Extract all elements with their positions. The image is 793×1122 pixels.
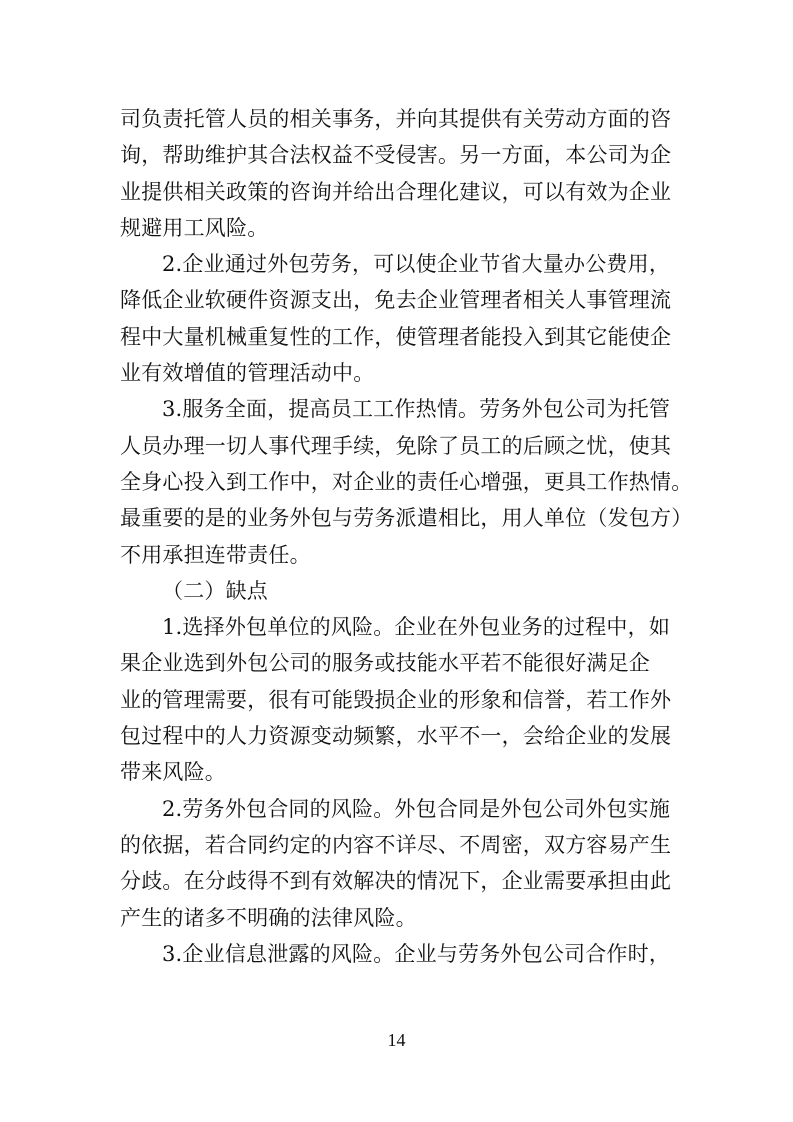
text-line: 2.劳务外包合同的风险。外包合同是外包公司外包实施 bbox=[162, 796, 671, 821]
text-line: 不用承担连带责任。 bbox=[120, 542, 311, 567]
text-line: 果企业选到外包公司的服务或技能水平若不能很好满足企 bbox=[120, 651, 650, 676]
text-line: 业提供相关政策的咨询并给出合理化建议，可以有效为企业 bbox=[120, 179, 672, 204]
text-line: 最重要的是的业务外包与劳务派遣相比，用人单位（发包方） bbox=[120, 506, 693, 531]
text-line: 带来风险。 bbox=[120, 760, 226, 785]
text-line: 3.服务全面，提高员工工作热情。劳务外包公司为托管 bbox=[162, 397, 671, 422]
text-line: 1.选择外包单位的风险。企业在外包业务的过程中，如 bbox=[162, 615, 671, 640]
body-text bbox=[120, 101, 693, 972]
text-line: 业的管理需要，很有可能毁损企业的形象和信誉，若工作外 bbox=[120, 687, 672, 712]
text-line: 分歧。在分歧得不到有效解决的情况下，企业需要承担由此 bbox=[120, 869, 672, 894]
text-line: 业有效增值的管理活动中。 bbox=[120, 361, 375, 386]
text-line: 全身心投入到工作中，对企业的责任心增强，更具工作热情。 bbox=[120, 469, 693, 494]
text-line: 程中大量机械重复性的工作，使管理者能投入到其它能使企 bbox=[120, 324, 672, 349]
text-line: 3.企业信息泄露的风险。企业与劳务外包公司合作时， bbox=[162, 941, 671, 966]
text-line: 2.企业通过外包劳务，可以使企业节省大量办公费用， bbox=[162, 252, 671, 277]
text-line: 的依据，若合同约定的内容不详尽、不周密，双方容易产生 bbox=[120, 832, 672, 857]
page-number: 14 bbox=[387, 1030, 406, 1050]
text-line: 降低企业软硬件资源支出，免去企业管理者相关人事管理流 bbox=[120, 288, 672, 313]
text-line: 产生的诸多不明确的法律风险。 bbox=[120, 905, 417, 930]
text-line: 规避用工风险。 bbox=[120, 215, 269, 240]
text-line: （二）缺点 bbox=[162, 578, 268, 603]
text-line: 询，帮助维护其合法权益不受侵害。另一方面，本公司为企 bbox=[120, 143, 672, 168]
text-line: 人员办理一切人事代理手续，免除了员工的后顾之忧，使其 bbox=[120, 433, 672, 458]
text-line: 包过程中的人力资源变动频繁，水平不一，会给企业的发展 bbox=[120, 724, 672, 749]
text-line: 司负责托管人员的相关事务，并向其提供有关劳动方面的咨 bbox=[120, 107, 672, 131]
